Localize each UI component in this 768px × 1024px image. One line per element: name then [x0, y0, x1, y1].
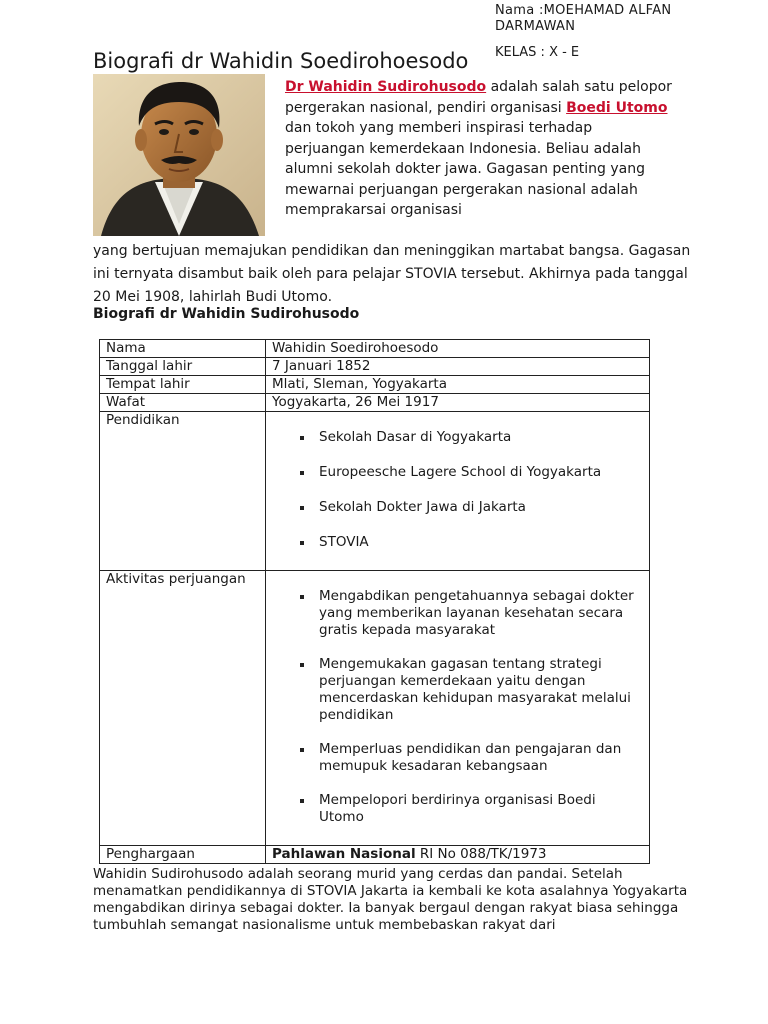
- pendidikan-list: [272, 429, 643, 551]
- row-value: 7 Januari 1852: [266, 358, 650, 376]
- award-decree: RI No 088/TK/1973: [415, 846, 547, 862]
- author-class-cut: KELAS : X - E: [495, 45, 580, 60]
- paragraph-3: Wahidin Sudirohusodo adalah seorang murid yang cerdas dan pandai. Setelah menamatkan pendidikannya di STOVIA Jakarta ia kembali ke kota asalahnya Yogyakarta mengabdikan dirinya sebagai dokter. Ia banyak bergaul dengan rakyat biasa sehingga tumbuhlah semangat nasionalisme untuk membebaskan rakyat dari: [93, 866, 688, 933]
- row-value: Wahidin Soedirohoesodo: [266, 340, 650, 358]
- award-title: Pahlawan Nasional: [272, 846, 416, 862]
- list-item: Sekolah Dasar di Yogyakarta: [272, 429, 643, 446]
- intro-paragraph: [285, 77, 675, 221]
- row-key: Aktivitas perjuangan: [100, 571, 266, 846]
- list-item: Mengemukakan gagasan tentang strategi perjuangan kemerdekaan yaitu dengan mencerdaskan kehidupan masyarakat melalui pendidikan: [272, 656, 637, 724]
- row-value: [266, 846, 650, 864]
- row-value: Mlati, Sleman, Yogyakarta: [266, 376, 650, 394]
- row-key: Pendidikan: [100, 412, 266, 571]
- aktivitas-cell: [266, 571, 650, 846]
- list-item: STOVIA: [272, 534, 643, 551]
- section-heading: Biografi dr Wahidin Sudirohusodo: [93, 306, 360, 322]
- row-key: Penghargaan: [100, 846, 266, 864]
- row-key: Wafat: [100, 394, 266, 412]
- portrait-illustration: [93, 74, 265, 236]
- name-link[interactable]: Dr Wahidin Sudirohusodo: [285, 79, 487, 95]
- table-row: [100, 358, 650, 376]
- author-name: Nama :MOEHAMAD ALFAN DARMAWAN: [495, 3, 672, 34]
- org-link[interactable]: Boedi Utomo: [566, 99, 668, 116]
- list-item: Memperluas pendidikan dan pengajaran dan memupuk kesadaran kebangsaan: [272, 741, 637, 775]
- list-item: Sekolah Dokter Jawa di Jakarta: [272, 499, 643, 516]
- pendidikan-cell: [266, 412, 650, 571]
- row-value: Yogyakarta, 26 Mei 1917: [266, 394, 650, 412]
- biography-table: [99, 339, 650, 864]
- list-item: Mempelopori berdirinya organisasi Boedi Utomo: [272, 792, 637, 826]
- row-key: Nama: [100, 340, 266, 358]
- table-row: [100, 376, 650, 394]
- aktivitas-list: [272, 588, 643, 826]
- portrait-image: [93, 74, 265, 236]
- document-title: Biografi dr Wahidin Soedirohoesodo: [93, 49, 469, 73]
- row-key: Tanggal lahir: [100, 358, 266, 376]
- intro-text-2: dan tokoh yang memberi inspirasi terhadap perjuangan kemerdekaan Indonesia. Beliau adalah alumni sekolah dokter jawa. Gagasan penting yang mewarnai perjuangan pergerakan nasional adalah memprakarsai organisasi: [285, 120, 646, 218]
- table-row-aktivitas: [100, 571, 650, 846]
- table-row: [100, 394, 650, 412]
- intro-text-1: adalah salah satu pelopor pergerakan nasional, pendiri organisasi: [285, 79, 672, 116]
- paragraph-2: yang bertujuan memajukan pendidikan dan meninggikan martabat bangsa. Gagasan ini ternyata disambut baik oleh para pelajar STOVIA tersebut. Akhirnya pada tanggal 20 Mei 1908, lahirlah Budi Utomo.: [93, 243, 691, 305]
- list-item: Europeesche Lagere School di Yogyakarta: [272, 464, 643, 481]
- table-row: [100, 340, 650, 358]
- list-item: Mengabdikan pengetahuannya sebagai dokter yang memberikan layanan kesehatan secara gratis kepada masyarakat: [272, 588, 637, 639]
- table-row-pendidikan: [100, 412, 650, 571]
- table-row-penghargaan: [100, 846, 650, 864]
- row-key: Tempat lahir: [100, 376, 266, 394]
